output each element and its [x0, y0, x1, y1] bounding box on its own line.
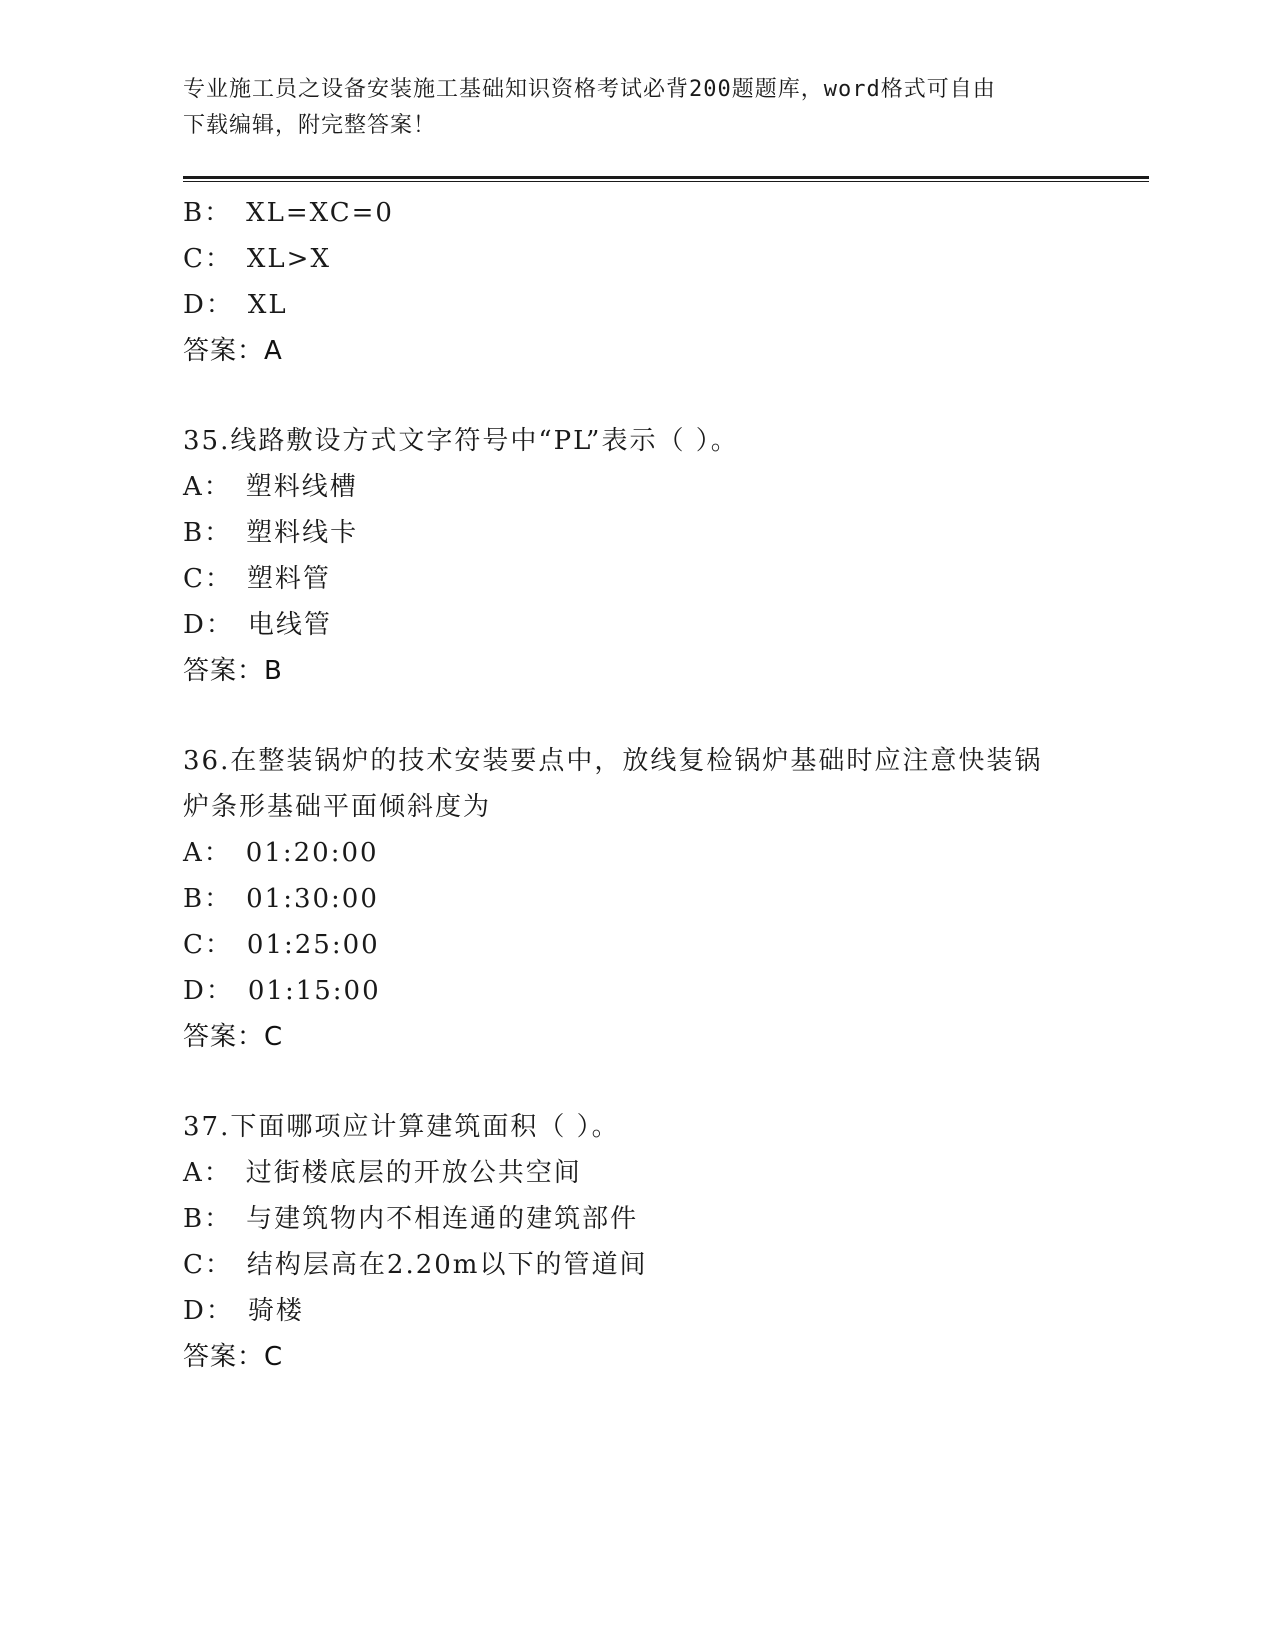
option-b: B： 与建筑物内不相连通的建筑部件	[183, 1204, 639, 1234]
option-c: C： XL>X	[183, 244, 331, 274]
question-stem-line-2: 炉条形基础平面倾斜度为	[183, 792, 492, 822]
document-header	[183, 72, 1083, 144]
option-c: C： 结构层高在2.20m以下的管道间	[183, 1250, 648, 1280]
option-b: B： 01:30:00	[183, 884, 379, 914]
header-title-line-1: 专业施工员之设备安装施工基础知识资格考试必背200题题库，word格式可自由	[183, 77, 996, 102]
answer-line: 答案：B	[183, 656, 283, 686]
option-b: B： XL=XC=0	[183, 198, 394, 228]
option-d: D： 01:15:00	[183, 976, 381, 1006]
answer-line: 答案：C	[183, 1342, 284, 1372]
option-b: B： 塑料线卡	[183, 518, 359, 548]
option-d: D： XL	[183, 290, 288, 320]
header-title-line-2: 下载编辑，附完整答案！	[183, 113, 437, 138]
question-stem: 35.线路敷设方式文字符号中“PL”表示（ ）。	[183, 426, 739, 456]
answer-line: 答案：A	[183, 336, 283, 366]
option-a: A： 塑料线槽	[183, 472, 358, 502]
question-37	[183, 1104, 1083, 1380]
option-c: C： 塑料管	[183, 564, 331, 594]
question-36	[183, 738, 1083, 1060]
question-34-continued	[183, 190, 1083, 374]
answer-line: 答案：C	[183, 1022, 284, 1052]
option-c: C： 01:25:00	[183, 930, 380, 960]
option-a: A： 01:20:00	[183, 838, 379, 868]
question-35	[183, 418, 1083, 694]
question-list	[183, 190, 1083, 1380]
question-stem-line-1: 36.在整装锅炉的技术安装要点中，放线复检锅炉基础时应注意快装锅	[183, 746, 1043, 776]
header-divider-thin	[183, 181, 1149, 182]
option-d: D： 电线管	[183, 610, 332, 640]
question-stem: 37.下面哪项应计算建筑面积（ ）。	[183, 1112, 620, 1142]
option-a: A： 过街楼底层的开放公共空间	[183, 1158, 582, 1188]
header-divider	[183, 176, 1149, 179]
option-d: D： 骑楼	[183, 1296, 304, 1326]
